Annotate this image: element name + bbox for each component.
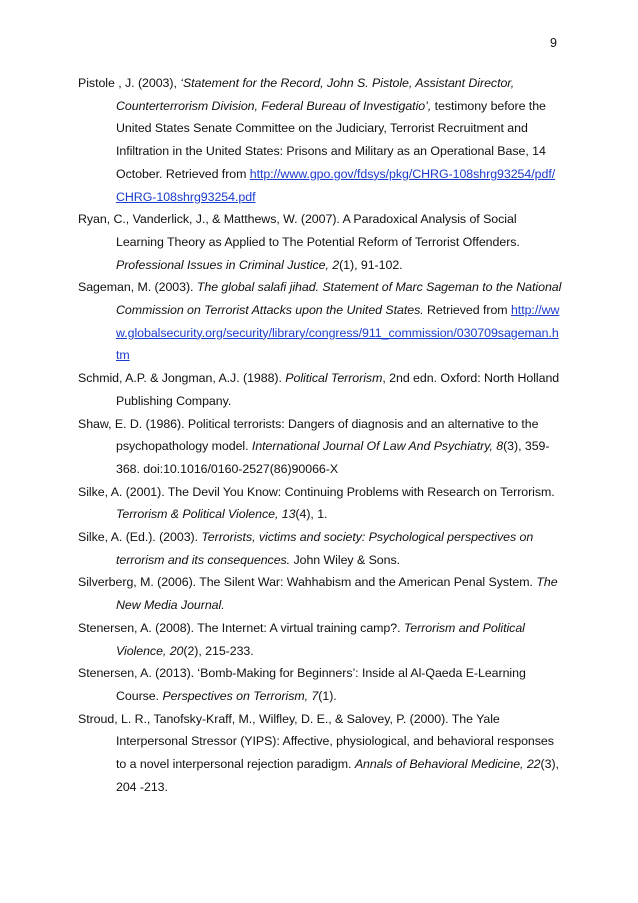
reference-entry-pistole [78,72,562,208]
reference-text: (3), 359-368. doi:10.1016/0160-2527(86)90066-X [116,439,550,476]
reference-entry-schmid [78,367,562,412]
reference-entry-silke2001 [78,481,562,526]
reference-entry-stenersen2008 [78,617,562,662]
reference-entry-stroud [78,708,562,799]
reference-italic-text: Terrorists, victims and society: Psychological perspectives on terrorism and its consequences. [116,530,534,567]
reference-entry-stenersen2013 [78,662,562,707]
reference-text: Ryan, C., Vanderlick, J., & Matthews, W. (2007). A Paradoxical Analysis of Social Learning Theory as Applied to The Potential Reform of Terrorist Offenders. [78,212,520,249]
reference-text: Sageman, M. (2003). [78,280,197,295]
reference-italic-text: Professional Issues in Criminal Justice, 2 [116,257,340,272]
reference-italic-text: International Journal Of Law And Psychiatry, 8 [251,439,504,454]
reference-italic-text: ‘Statement for the Record, John S. Pistole, Assistant Director, Counterterrorism Division, Federal Bureau of Investigatio’, [116,76,515,113]
reference-text: (2), 215-233. [183,643,254,658]
reference-text: Stroud, L. R., Tanofsky-Kraff, M., Wilfley, D. E., & Salovey, P. (2000). The Yale Interpersonal Stressor (YIPS): Affective, physiological, and behavioral responses to a novel interpersonal rejection paradigm. [78,711,554,772]
reference-text: , 2nd edn. Oxford: North Holland Publishing Company. [116,371,560,408]
reference-link[interactable]: http://www.globalsecurity.org/security/library/congress/911_commission/030709sageman.htm [116,303,560,363]
reference-entry-sageman [78,276,562,367]
reference-text: (1). [318,688,337,703]
reference-italic-text: Perspectives on Terrorism, 7 [162,688,319,703]
reference-text: Pistole , J. (2003), [78,76,181,90]
reference-text: Stenersen, A. (2008). The Internet: A virtual training camp?. [78,620,404,635]
reference-italic-text: The global salafi jihad. Statement of Marc Sageman to the National Commission on Terrorist Attacks upon the United States. [116,280,562,318]
reference-text: (1), 91-102. [339,257,403,272]
page-number: 9 [550,36,557,50]
reference-text: testimony before the United States Senate Committee on the Judiciary, Terrorist Recruitment and Infiltration in the United States: Prisons and Military as an Operational Base, 14 October. Retrieved from [116,98,546,181]
reference-text: John Wiley & Sons. [290,552,401,567]
reference-link[interactable]: http://www.gpo.gov/fdsys/pkg/CHRG-108shrg93254/pdf/CHRG-108shrg93254.pdf [116,166,556,204]
reference-text: Shaw, E. D. (1986). Political terrorists: Dangers of diagnosis and an alternative to the psychopathology model. [78,416,539,454]
reference-text: Silverberg, M. (2006). The Silent War: Wahhabism and the American Penal System. [78,575,537,590]
reference-italic-text: The New Media Journal. [116,575,558,613]
reference-italic-text: Annals of Behavioral Medicine, 22 [354,757,541,772]
reference-italic-text: Terrorism and Political Violence, 20 [116,620,525,658]
reference-entry-ryan [78,208,562,276]
reference-entry-silverberg [78,571,562,616]
reference-text: Silke, A. (Ed.). (2003). [78,530,202,545]
reference-text: (4), 1. [295,507,328,522]
reference-text: Retrieved from [423,303,511,318]
reference-text: Stenersen, A. (2013). ‘Bomb-Making for Beginners’: Inside al Al-Qaeda E-Learning Course. [78,666,526,703]
reference-entry-silke2003 [78,526,562,571]
reference-italic-text: Terrorism & Political Violence, 13 [116,507,296,522]
reference-text: (3), 204 -213. [116,757,559,794]
reference-text: Schmid, A.P. & Jongman, A.J. (1988). [78,371,286,386]
reference-entry-shaw [78,413,562,481]
reference-text: Silke, A. (2001). The Devil You Know: Continuing Problems with Research on Terrorism. [78,484,555,499]
reference-italic-text: Political Terrorism [285,371,383,386]
reference-list [78,72,562,799]
